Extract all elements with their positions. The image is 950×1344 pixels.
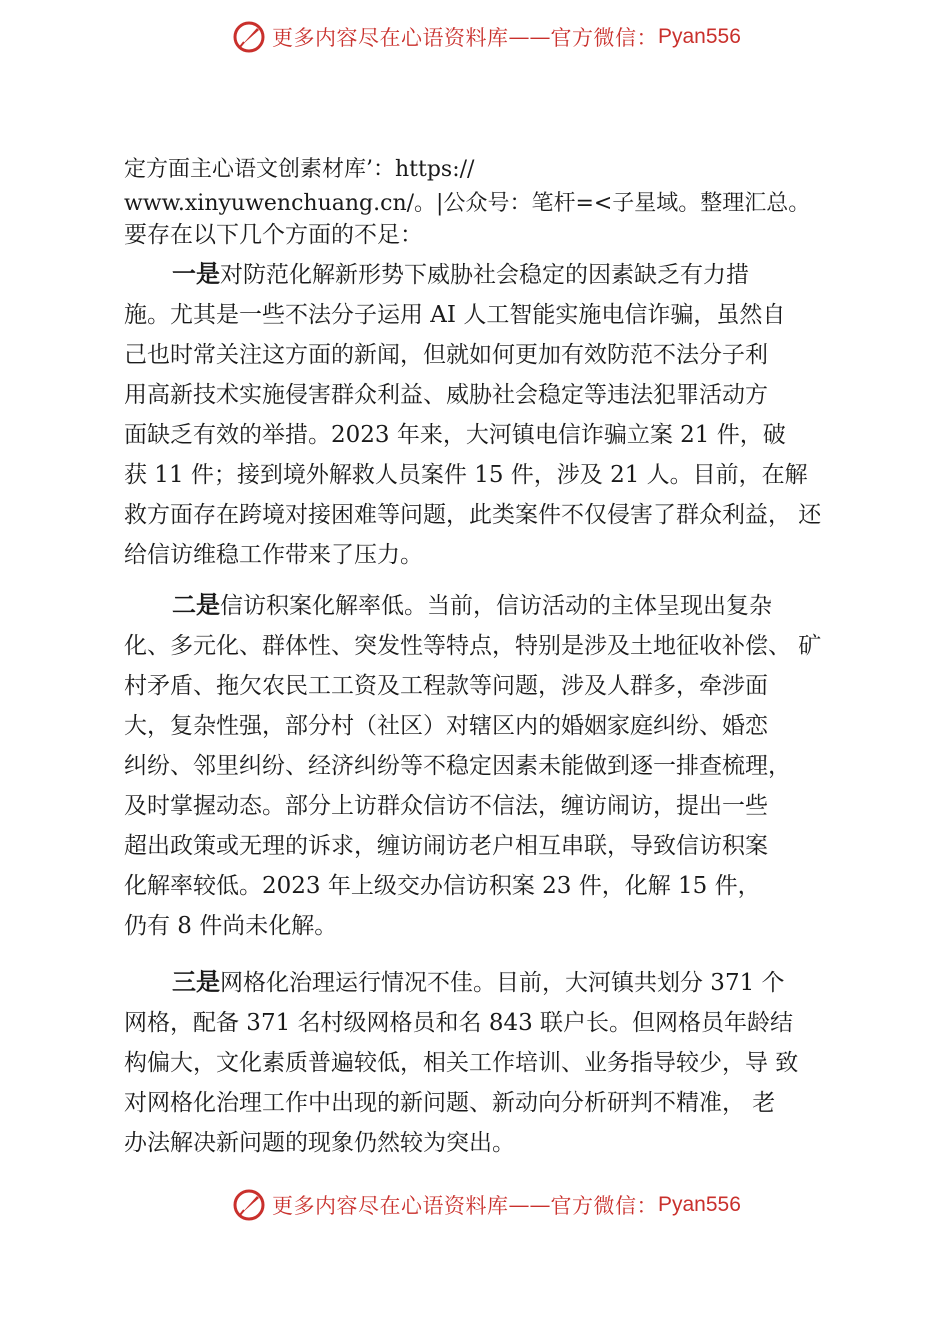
paragraph-2	[124, 585, 846, 946]
paragraph-line: 网格，配备 371 名村级网格员和名 843 联户长。但网格员年龄结	[124, 1010, 794, 1036]
paragraph-line: 获 11 件；接到境外解救人员案件 15 件，涉及 21 人。目前，在解	[124, 462, 808, 488]
paragraph-3	[124, 962, 846, 1163]
banner-wechat-label: 官方微信：	[550, 1194, 658, 1218]
paragraph-line: 用高新技术实施侵害群众利益、威胁社会稳定等违法犯罪活动方	[124, 382, 768, 408]
paragraph-line: 大，复杂性强，部分村（社区）对辖区内的婚姻家庭纠纷、婚恋	[124, 713, 768, 739]
paragraph-line: 及时掌握动态。部分上访群众信访不信法，缠访闹访，提出一些	[124, 793, 768, 819]
paragraph-line: 对网格化治理工作中出现的新问题、新动向分析研判不精准， 老	[124, 1090, 776, 1116]
paragraph-line: 构偏大，文化素质普遍较低，相关工作培训、业务指导较少，导 致	[124, 1050, 799, 1076]
paragraph-line: 己也时常关注这方面的新闻，但就如何更加有效防范不法分子利	[124, 342, 768, 368]
paragraph-line	[124, 254, 846, 295]
paragraph-line: 给信访维稳工作带来了压力。	[124, 542, 423, 568]
banner-wechat-id: Pyan556	[658, 1193, 741, 1216]
paragraph-line: 仍有 8 件尚未化解。	[124, 913, 338, 939]
paragraph-line: 纠纷、邻里纠纷、经济纠纷等不稳定因素未能做到逐一排查梳理，	[124, 753, 791, 779]
intro-line: 要存在以下几个方面的不足：	[124, 222, 423, 248]
paragraph-line: 救方面存在跨境对接困难等问题，此类案件不仅侵害了群众利益， 还	[124, 502, 822, 528]
paragraph-line: 面缺乏有效的举措。2023 年来，大河镇电信诈骗立案 21 件，破	[124, 422, 786, 448]
document-body	[124, 154, 846, 1163]
paragraph-1	[124, 254, 846, 575]
banner-wechat-id: Pyan556	[658, 25, 741, 48]
paragraph-line: 超出政策或无理的诉求，缠访闹访老户相互串联，导致信访积案	[124, 833, 768, 859]
paragraph-line: 施。尤其是一些不法分子运用 AI 人工智能实施电信诈骗，虽然自	[124, 302, 786, 328]
paragraph-line: 化、多元化、群体性、突发性等特点，特别是涉及土地征收补偿、 矿	[124, 633, 822, 659]
paragraph-keyword: 二是	[172, 591, 220, 619]
banner-wechat-label: 官方微信：	[550, 26, 658, 50]
paragraph-text: 信访积案化解率低。当前，信访活动的主体呈现出复杂	[220, 593, 772, 619]
quill-logo-icon	[232, 20, 266, 54]
paragraph-text: 对防范化解新形势下威胁社会稳定的因素缺乏有力措	[220, 262, 749, 288]
source-line-2: www.xinyuwenchuang.cn/。|公众号：笔杆=<子星域。整理汇总。	[124, 191, 811, 216]
banner-separator: ——	[508, 1193, 551, 1217]
paragraph-line	[124, 585, 846, 626]
footer-watermark-banner	[232, 1185, 741, 1225]
quill-logo-icon	[232, 1188, 266, 1222]
banner-title: 更多内容尽在心语资料库	[272, 1194, 509, 1218]
paragraph-keyword: 三是	[172, 968, 220, 996]
source-line-1: 定方面主心语文创素材库’：https://	[124, 157, 475, 182]
paragraph-text: 网格化治理运行情况不佳。目前，大河镇共划分 371 个	[220, 970, 785, 996]
paragraph-line	[124, 962, 846, 1003]
banner-separator: ——	[508, 25, 551, 49]
banner-title: 更多内容尽在心语资料库	[272, 26, 509, 50]
paragraph-keyword: 一是	[172, 260, 220, 288]
header-watermark-banner	[232, 17, 741, 57]
paragraph-line: 化解率较低。2023 年上级交办信访积案 23 件，化解 15 件，	[124, 873, 761, 899]
paragraph-line: 办法解决新问题的现象仍然较为突出。	[124, 1130, 515, 1156]
paragraph-line: 村矛盾、拖欠农民工工资及工程款等问题，涉及人群多，牵涉面	[124, 673, 768, 699]
